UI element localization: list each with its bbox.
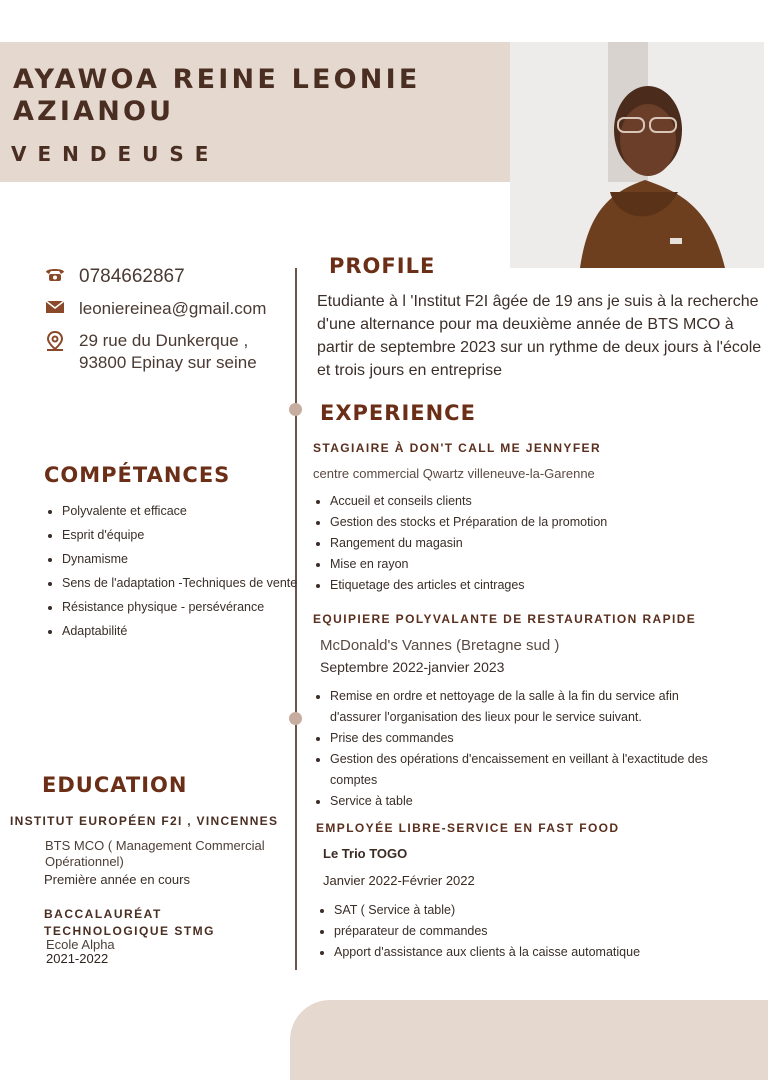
profile-photo [510,42,764,268]
footer-shape [290,1000,768,1080]
job-place-2: McDonald's Vannes (Bretagne sud ) [320,637,560,654]
list-item: • préparateur de commandes [334,921,768,942]
education-school: INSTITUT EUROPÉEN F2I , VINCENNES [10,814,279,828]
profile-text: Etudiante à l 'Institut F2I âgée de 19 ans je suis à la recherche d'une alternance pour ma deuxième année de BTS MCO à partir de septembre 2023 sur un rythme de deux jours à l'école et trois jours en entreprise [317,293,762,379]
list-item: • Remise en ordre et nettoyage de la salle à la fin du service afin d'assurer l'organisation des lieux pour le service suivant. [330,686,725,728]
phone-icon [44,266,66,286]
education-bac: BACCALAURÉAT TECHNOLOGIQUE STMG [44,907,215,938]
candidate-name: AYAWOA REINE LEONIE AZIANOU [13,64,421,127]
list-item: • Rangement du magasin [330,533,768,554]
education-heading: EDUCATION [42,773,188,797]
list-item: • Esprit d'équipe [62,523,302,547]
timeline-dot [289,712,302,725]
education-status: Première année en cours [44,872,190,887]
list-item: • Gestion des stocks et Préparation de la promotion [330,512,768,533]
job-tasks-1 [312,491,768,596]
job-tasks-3 [316,900,768,963]
contact-phone: 0784662867 [44,266,185,288]
mail-icon [44,298,66,318]
list-item: • Accueil et conseils clients [330,491,768,512]
job-title-3: EMPLOYÉE LIBRE-SERVICE EN FAST FOOD [316,821,620,835]
contact-email: leoniereinea@gmail.com [44,298,266,320]
education-bac-school: Ecole Alpha 2021-2022 [46,937,115,966]
list-item: • Mise en rayon [330,554,768,575]
list-item: • Gestion des opérations d'encaissement en veillant à l'exactitude des comptes [330,749,725,791]
list-item: • Service à table [330,791,725,812]
skills-list [44,499,302,643]
list-item: • Polyvalente et efficace [62,499,302,523]
education-degree: BTS MCO ( Management Commercial Opérationnel) [45,838,265,869]
job-place-3: Le Trio TOGO [323,846,408,861]
experience-heading: EXPERIENCE [320,401,476,425]
list-item: • Dynamisme [62,547,302,571]
profile-heading: PROFILE [329,254,436,278]
list-item: • SAT ( Service à table) [334,900,768,921]
list-item: • Sens de l'adaptation -Techniques de vente [62,571,302,595]
job-dates-3: Janvier 2022-Février 2022 [323,873,475,888]
job-tasks-2 [312,686,725,812]
list-item: • Résistance physique - persévérance [62,595,302,619]
contact-address: 29 rue du Dunkerque , 93800 Epinay sur seine [44,330,257,374]
job-dates-2: Septembre 2022-janvier 2023 [320,659,505,675]
list-item: • Adaptabilité [62,619,302,643]
timeline-dot [289,403,302,416]
skills-heading: COMPÉTANCES [44,463,231,487]
location-pin-icon [44,330,66,350]
list-item: • Prise des commandes [330,728,725,749]
job-title: VENDEUSE [11,142,220,166]
job-title-2: EQUIPIERE POLYVALANTE DE RESTAURATION RAPIDE [313,612,697,626]
job-title-1: STAGIAIRE À DON'T CALL ME JENNYFER [313,441,602,455]
job-place-1: centre commercial Qwartz villeneuve-la-Garenne [313,466,595,481]
list-item: • Etiquetage des articles et cintrages [330,575,768,596]
list-item: • Apport d'assistance aux clients à la caisse automatique [334,942,768,963]
